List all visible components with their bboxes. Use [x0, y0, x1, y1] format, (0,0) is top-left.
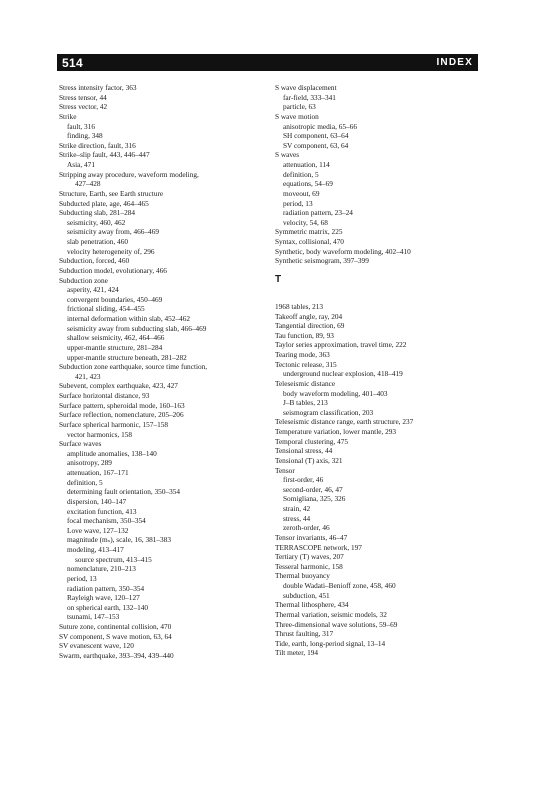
- index-subentry: modeling, 413–417: [67, 545, 124, 554]
- index-entry: TERRASCOPE network, 197: [275, 542, 362, 552]
- index-subentry: Rayleigh wave, 120–127: [67, 593, 140, 603]
- index-subentry: magnitude (mₛ), scale, 16, 381–383: [67, 535, 171, 545]
- index-subentry: Somigliana, 325, 326: [283, 494, 346, 504]
- index-entry: Strike–slip fault, 443, 446–447: [59, 150, 150, 160]
- index-entry: Temperature variation, lower mantle, 293: [275, 427, 397, 436]
- index-subentry: on spherical earth, 132–140: [67, 602, 149, 612]
- index-subentry: seismicity away from subducting slab, 466–469: [67, 323, 207, 333]
- index-subentry: body waveform modeling, 401–403: [283, 388, 388, 398]
- index-entry: Subducted plate, age, 464–465: [59, 198, 149, 208]
- index-column-right: [275, 83, 480, 658]
- index-entry: Synthetic seismogram, 397–399: [275, 256, 369, 266]
- index-subentry: slab penetration, 460: [67, 237, 128, 246]
- index-subentry: stress, 44: [283, 513, 311, 523]
- index-subentry: anisotropic media, 65–66: [283, 121, 357, 131]
- letter-heading: T: [275, 273, 282, 285]
- index-entry: Subduction model, evolutionary, 466: [59, 265, 167, 275]
- index-entries-t: [275, 302, 480, 658]
- index-subentry: upper-mantle structure beneath, 281–282: [67, 352, 187, 362]
- index-entry: Tensional (T) axis, 321: [275, 455, 343, 465]
- index-entry: Subducting slab, 281–284: [59, 208, 136, 218]
- index-subentry: convergent boundaries, 450–469: [67, 294, 163, 304]
- index-entry: Temporal clustering, 475: [275, 436, 349, 446]
- index-entry: S waves: [275, 150, 300, 160]
- index-entry: SV component, S wave motion, 63, 64: [59, 631, 172, 641]
- index-entry: Syntax, collisional, 470: [275, 237, 344, 246]
- index-entry: S wave motion: [275, 111, 319, 121]
- index-entry: Swarm, earthquake, 393–394, 439–440: [59, 650, 174, 660]
- index-entry: Tertiary (T) waves, 207: [275, 552, 344, 562]
- index-subentry: asperity, 421, 424: [67, 285, 119, 295]
- index-subentry: nomenclature, 210–213: [67, 564, 136, 574]
- index-subentry: velocity, 54, 68: [283, 217, 328, 227]
- index-entry: Taylor series approximation, travel time, 222: [275, 340, 407, 350]
- index-entry: Stress intensity factor, 363: [59, 83, 137, 92]
- index-entry: Takeoff angle, ray, 204: [275, 311, 343, 321]
- index-entry: Tilt meter, 194: [275, 648, 319, 658]
- index-subentry: Asia, 471: [67, 160, 95, 169]
- index-subentry: excitation function, 413: [67, 506, 137, 516]
- index-subentry: Love wave, 127–132: [67, 525, 129, 535]
- index-entry: Subduction, forced, 460: [59, 256, 130, 266]
- index-subentry: SV component, 63, 64: [283, 140, 349, 150]
- index-subentry: shallow seismicity, 462, 464–466: [67, 333, 165, 343]
- index-entry: Suture zone, continental collision, 470: [59, 622, 172, 631]
- index-subentry: internal deformation within slab, 452–462: [67, 314, 191, 323]
- index-entry: Stress tensor, 44: [59, 92, 107, 102]
- index-subentry: 427–428: [75, 179, 101, 189]
- index-subentry: seismogram classification, 203: [283, 407, 374, 417]
- index-subentry: seismicity, 460, 462: [67, 217, 126, 227]
- page-header-bar: [57, 54, 478, 71]
- index-entry: Stress vector, 42: [59, 102, 108, 112]
- index-entry: Subevent, complex earthquake, 423, 427: [59, 381, 178, 391]
- index-subentry: double Wadati–Benioff zone, 458, 460: [283, 581, 396, 590]
- index-entry: Thrust faulting, 317: [275, 629, 334, 639]
- index-subentry: radiation pattern, 23–24: [283, 208, 353, 218]
- index-subentry: fault, 316: [67, 121, 95, 131]
- index-subentry: dispersion, 140–147: [67, 496, 127, 506]
- index-subentry: definition, 5: [67, 477, 103, 487]
- index-subentry: first-order, 46: [283, 475, 324, 485]
- index-entry: S wave displacement: [275, 83, 337, 92]
- index-subentry: vector harmonics, 158: [67, 429, 133, 439]
- index-subentry: attenuation, 114: [283, 160, 330, 169]
- index-subentry: definition, 5: [283, 169, 319, 179]
- index-entry: Surface pattern, spheroidal mode, 160–163: [59, 400, 185, 410]
- index-subentry: underground nuclear explosion, 418–419: [283, 369, 403, 379]
- index-entry: 1968 tables, 213: [275, 301, 324, 311]
- index-entry: Structure, Earth, see Earth structure: [59, 188, 164, 198]
- index-subentry: SH component, 63–64: [283, 131, 349, 141]
- index-entry: Tensor: [275, 465, 295, 475]
- index-entry: Symmetric matrix, 225: [275, 227, 343, 237]
- index-entry: Thermal lithosphere, 434: [275, 600, 349, 610]
- index-subentry: velocity heterogeneity of, 296: [67, 246, 155, 256]
- index-subentry: equations, 54–69: [283, 179, 333, 189]
- index-subentry: particle, 63: [283, 102, 316, 112]
- index-entry: Tectonic release, 315: [275, 359, 337, 369]
- index-entry: Tangential direction, 69: [275, 321, 345, 331]
- index-entry: Three-dimensional wave solutions, 59–69: [275, 619, 398, 629]
- index-entry: Strike: [59, 111, 77, 121]
- index-subentry: radiation pattern, 350–354: [67, 583, 145, 593]
- section-label: INDEX: [436, 57, 473, 68]
- index-subentry: far-field, 333–341: [283, 92, 336, 102]
- index-subentry: moveout, 69: [283, 188, 320, 198]
- index-entry: Tau function, 89, 93: [275, 330, 334, 340]
- index-subentry: J–B tables, 213: [283, 398, 328, 408]
- index-entry: Stripping away procedure, waveform modeling,: [59, 169, 199, 179]
- index-subentry: subduction, 451: [283, 590, 330, 600]
- index-entry: Surface spherical harmonic, 157–158: [59, 419, 169, 429]
- index-subentry: finding, 348: [67, 131, 103, 141]
- index-subentry: second-order, 46, 47: [283, 484, 343, 494]
- index-entry: Tensor invariants, 46–47: [275, 532, 348, 542]
- index-subentry: strain, 42: [283, 504, 311, 513]
- index-subentry: amplitude anomalies, 138–140: [67, 448, 157, 458]
- index-subentry: period, 13: [67, 573, 97, 583]
- index-entry: Teleseismic distance: [275, 378, 336, 388]
- index-subentry: frictional sliding, 454–455: [67, 304, 145, 314]
- index-subentry: seismicity away from, 466–469: [67, 227, 160, 237]
- index-entry: Synthetic, body waveform modeling, 402–410: [275, 246, 411, 256]
- index-entry: Strike direction, fault, 316: [59, 140, 136, 150]
- index-entry: Subduction zone earthquake, source time function,: [59, 362, 208, 372]
- index-subentry: attenuation, 167–171: [67, 468, 129, 477]
- index-subentry: tsunami, 147–153: [67, 612, 120, 622]
- index-subentry: focal mechanism, 350–354: [67, 516, 146, 526]
- index-entry: Surface reflection, nomenclature, 205–206: [59, 410, 184, 420]
- index-entry: Thermal variation, seismic models, 32: [275, 609, 387, 619]
- page-number: 514: [62, 55, 83, 70]
- index-entries-s: [275, 83, 480, 266]
- index-column-left: [59, 83, 259, 661]
- index-entry: Tearing mode, 363: [275, 350, 330, 359]
- index-entry: Surface waves: [59, 439, 102, 449]
- index-entry: Tide, earth, long-period signal, 13–14: [275, 638, 386, 648]
- index-entry: SV evanescent wave, 120: [59, 641, 134, 651]
- index-subentry: upper-mantle structure, 281–284: [67, 342, 163, 352]
- index-entry: Tensional stress, 44: [275, 446, 333, 456]
- index-subentry: anisotropy, 289: [67, 458, 112, 468]
- index-entry: Surface horizontal distance, 93: [59, 391, 150, 400]
- index-entry: Teleseismic distance range, earth structure, 237: [275, 417, 414, 427]
- index-subentry: period, 13: [283, 198, 313, 208]
- index-entry: Thermal buoyancy: [275, 571, 330, 581]
- index-subentry: zeroth-order, 46: [283, 523, 330, 533]
- index-subentry: determining fault orientation, 350–354: [67, 487, 181, 497]
- index-entry: Subduction zone: [59, 275, 108, 285]
- index-subentry: source spectrum, 413–415: [75, 554, 152, 564]
- index-entry: Tesseral harmonic, 158: [275, 561, 343, 571]
- index-subentry: 421, 423: [75, 371, 101, 381]
